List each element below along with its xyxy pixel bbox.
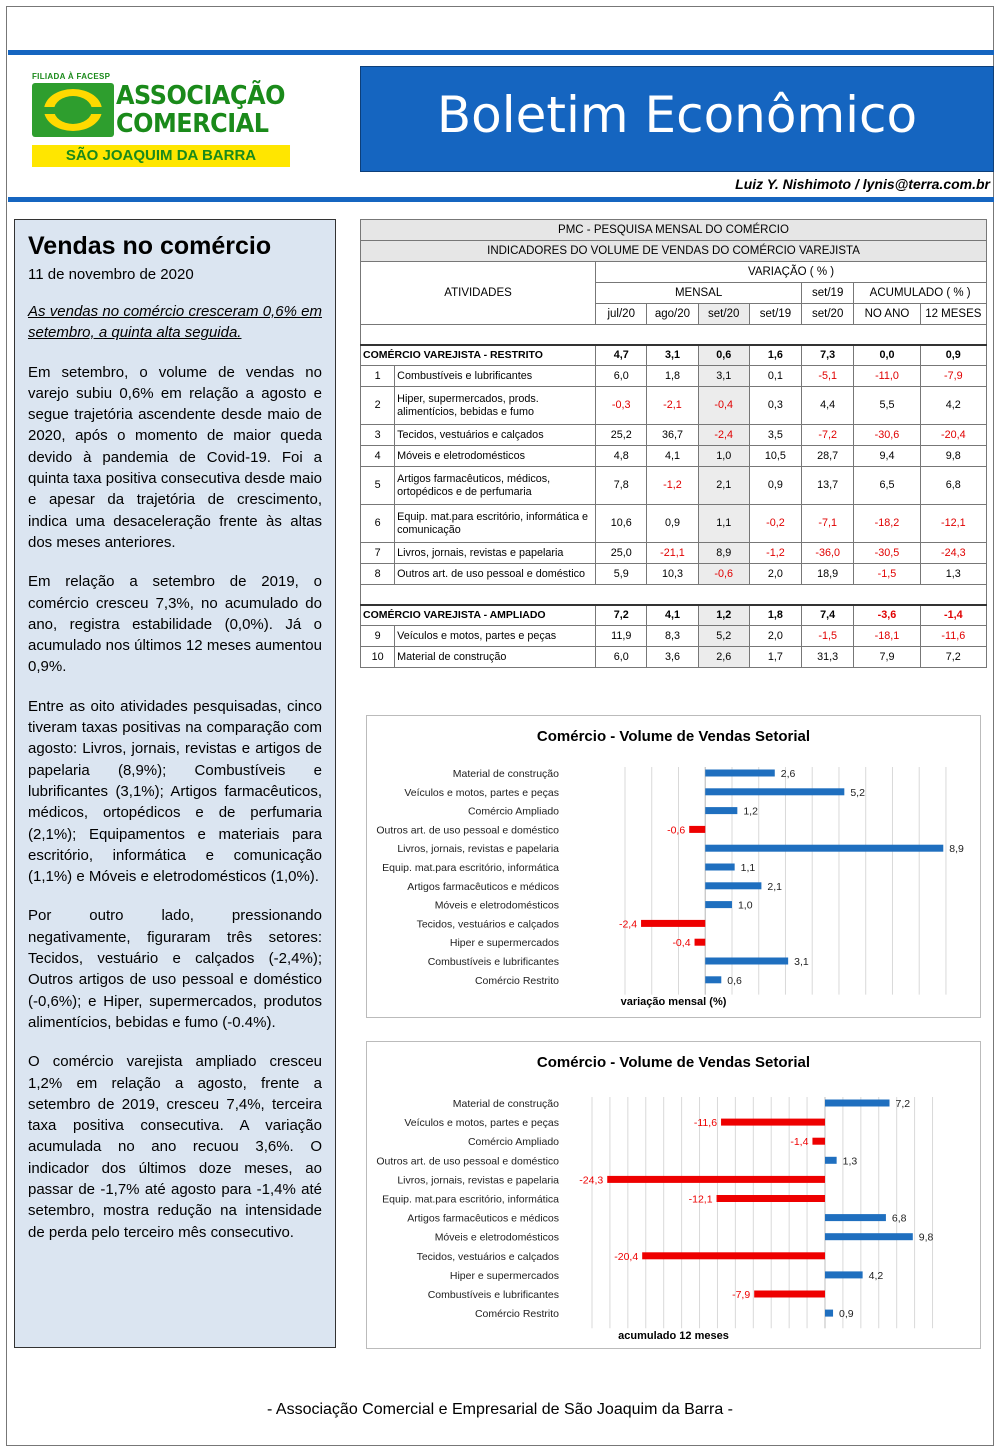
chart-monthly-plot	[367, 716, 982, 1019]
table-cell: 2,0	[749, 564, 801, 585]
column-header: set/20	[698, 304, 749, 325]
table-cell: 3,1	[698, 366, 749, 387]
data-label: 4,2	[868, 1269, 884, 1282]
total-row-restrito	[361, 345, 987, 366]
table-cell: 4,1	[647, 446, 698, 467]
row-number: 4	[361, 446, 395, 467]
data-label: 7,2	[895, 1098, 911, 1110]
bar	[825, 1310, 833, 1317]
data-label: -24,3	[579, 1174, 604, 1187]
bar	[641, 920, 705, 927]
header-activities: ATIVIDADES	[361, 262, 596, 325]
category-label: Comércio Restrito	[474, 974, 559, 987]
table-cell: -3,6	[854, 605, 920, 626]
bar	[642, 1252, 825, 1259]
table-row	[361, 446, 987, 467]
article-panel	[14, 219, 336, 1348]
article-paragraph: Em setembro, o volume de vendas no varejo subiu 0,6% em relação a agosto e segue trajetória ascendente desde maio de 2020, após o momento de maior queda devido à pandemia de Covid-19. Foi a quinta taxa positiva consecutiva desde maio e apesar da trajetória de crescimento, indica uma desaceleração frente às altas dos meses anteriores.	[28, 363, 322, 551]
table-cell: -7,1	[802, 505, 854, 543]
bar	[825, 1100, 890, 1107]
table-cell: 1,8	[749, 605, 801, 626]
chart-title: Comércio - Volume de Vendas Setorial	[536, 1054, 811, 1071]
header-accumulated: ACUMULADO ( % )	[854, 283, 987, 304]
author-line: Luiz Y. Nishimoto / lynis@terra.com.br	[735, 176, 990, 192]
table-cell: 3,6	[647, 647, 698, 668]
row-label: Hiper, supermercados, prods. alimentícios, bebidas e fumo	[395, 387, 596, 425]
row-label: COMÉRCIO VAREJISTA - RESTRITO	[361, 345, 596, 366]
bar	[705, 882, 761, 889]
mid-rule	[8, 197, 994, 202]
column-header: 12 MESES	[920, 304, 986, 325]
bar	[812, 1138, 825, 1145]
logo-word-associacao: ASSOCIAÇÃO	[116, 81, 286, 111]
table-cell: -18,1	[854, 626, 920, 647]
category-label: Tecidos, vestuários e calçados	[416, 1250, 559, 1263]
table-cell: 18,9	[802, 564, 854, 585]
category-label: Equip. mat.para escritório, informática	[382, 1193, 559, 1206]
table-cell: 5,2	[698, 626, 749, 647]
table-cell: 0,9	[647, 505, 698, 543]
table-cell: -1,2	[749, 543, 801, 564]
bar	[754, 1291, 825, 1298]
bar	[705, 901, 732, 908]
table-cell: 7,2	[596, 605, 647, 626]
data-label: 1,0	[737, 899, 753, 912]
article-paragraph: Entre as oito atividades pesquisadas, cinco tiveram taxas positivas na comparação com agosto: Livros, jornais, revistas e artigos de papelaria (8,9%); Combustíveis e lubrificantes (3,1%); Artigos farmacêuticos, médicos, ortopédicos e de perfumaria (2,1%); Equipamentos e materiais para escritório, informática e comunicação (1,1%) e Móveis e eletrodomésticos (1,0%).	[28, 697, 322, 886]
table-cell: 25,0	[596, 543, 647, 564]
logo-word-comercial: COMERCIAL	[116, 109, 269, 139]
table-cell: 5,5	[854, 387, 920, 425]
data-label: 2,1	[767, 880, 783, 893]
bar	[705, 770, 775, 777]
chart-accumulated	[366, 1041, 981, 1349]
table-cell: 7,8	[596, 467, 647, 505]
data-label: -20,4	[614, 1250, 639, 1263]
row-number: 5	[361, 467, 395, 505]
table-cell: -7,9	[920, 366, 986, 387]
logo-city: SÃO JOAQUIM DA BARRA	[32, 145, 290, 167]
table-cell: 0,0	[854, 345, 920, 366]
table-cell: 0,9	[749, 467, 801, 505]
row-number: 10	[361, 647, 395, 668]
table-cell: 10,6	[596, 505, 647, 543]
table-row	[361, 543, 987, 564]
data-label: -0,4	[672, 937, 691, 950]
table-cell: 4,7	[596, 345, 647, 366]
table-cell: -18,2	[854, 505, 920, 543]
category-label: Móveis e eletrodomésticos	[434, 1231, 559, 1244]
row-number: 8	[361, 564, 395, 585]
header-sep19: set/19	[802, 283, 854, 304]
category-label: Comércio Ampliado	[467, 805, 559, 818]
column-header: ago/20	[647, 304, 698, 325]
row-number: 7	[361, 543, 395, 564]
category-label: Artigos farmacêuticos e médicos	[407, 880, 559, 893]
table-cell: -2,4	[698, 425, 749, 446]
column-header: NO ANO	[854, 304, 920, 325]
table-cell: 13,7	[802, 467, 854, 505]
data-label: 0,9	[839, 1308, 854, 1321]
article-paragraph: Em relação a setembro de 2019, o comércio cresceu 7,3%, no acumulado do ano, registra estabilidade (0,0%). Já o acumulado nos últimos 12 meses aumentou 0,9%.	[28, 573, 322, 676]
table-cell: 1,6	[749, 345, 801, 366]
row-number: 2	[361, 387, 395, 425]
table-cell: 1,1	[698, 505, 749, 543]
bar	[721, 1119, 825, 1126]
table-cell: 7,2	[920, 647, 986, 668]
table-cell: 0,3	[749, 387, 801, 425]
table-row	[361, 467, 987, 505]
table-cell: -20,4	[920, 425, 986, 446]
bar	[825, 1233, 913, 1240]
category-label: Artigos farmacêuticos e médicos	[407, 1212, 559, 1225]
data-label: -2,4	[618, 918, 638, 931]
table-cell: 7,3	[802, 345, 854, 366]
table-cell: -11,0	[854, 366, 920, 387]
table-cell: 10,5	[749, 446, 801, 467]
category-label: Hiper e supermercados	[449, 1269, 559, 1282]
table-cell: 8,9	[698, 543, 749, 564]
bar	[705, 788, 844, 795]
row-number: 3	[361, 425, 395, 446]
bar	[607, 1176, 825, 1183]
data-label: 2,6	[780, 768, 796, 780]
pmc-table	[360, 219, 987, 668]
data-label: 1,2	[743, 805, 758, 818]
table-cell: -1,2	[647, 467, 698, 505]
category-label: Veículos e motos, partes e peças	[404, 1117, 559, 1130]
table-spacer	[361, 585, 987, 605]
category-label: Material de construção	[452, 1098, 559, 1110]
data-label: 6,8	[891, 1212, 907, 1225]
bar	[825, 1214, 886, 1221]
column-header: jul/20	[596, 304, 647, 325]
data-label: 8,9	[949, 843, 964, 856]
bar	[717, 1195, 825, 1202]
page-footer: - Associação Comercial e Empresarial de São Joaquim da Barra -	[267, 1401, 733, 1418]
category-label: Veículos e motos, partes e peças	[404, 786, 559, 799]
category-label: Combustíveis e lubrificantes	[427, 1289, 559, 1301]
table-cell: 4,8	[596, 446, 647, 467]
row-number: 6	[361, 505, 395, 543]
category-label: Material de construção	[452, 768, 559, 780]
category-label: Comércio Ampliado	[467, 1136, 559, 1149]
table-cell: -24,3	[920, 543, 986, 564]
table-row	[361, 647, 987, 668]
table-cell: 1,3	[920, 564, 986, 585]
table-cell: 1,7	[749, 647, 801, 668]
row-label: Equip. mat.para escritório, informática e comunicação	[395, 505, 596, 543]
category-label: Combustíveis e lubrificantes	[427, 956, 559, 968]
row-label: Veículos e motos, partes e peças	[395, 626, 596, 647]
row-label: Artigos farmacêuticos, médicos, ortopédicos e de perfumaria	[395, 467, 596, 505]
bar	[705, 845, 943, 852]
table-cell: -0,3	[596, 387, 647, 425]
bar	[825, 1157, 837, 1164]
table-cell: 1,2	[698, 605, 749, 626]
data-label: 9,8	[918, 1231, 934, 1244]
table-cell: -21,1	[647, 543, 698, 564]
data-label: 0,6	[727, 974, 742, 987]
logo-mark-icon	[32, 83, 114, 137]
table-cell: -2,1	[647, 387, 698, 425]
row-label: Combustíveis e lubrificantes	[395, 366, 596, 387]
data-label: -11,6	[693, 1117, 718, 1130]
data-label: 1,3	[842, 1155, 858, 1168]
table-cell: 36,7	[647, 425, 698, 446]
header-monthly: MENSAL	[596, 283, 802, 304]
table-cell: 6,5	[854, 467, 920, 505]
row-number: 1	[361, 366, 395, 387]
table-title: PMC - PESQUISA MENSAL DO COMÉRCIO	[361, 220, 987, 241]
table-cell: 7,4	[802, 605, 854, 626]
row-label: Material de construção	[395, 647, 596, 668]
category-label: Livros, jornais, revistas e papelaria	[397, 1174, 559, 1187]
data-label: -12,1	[688, 1193, 713, 1206]
category-label: Hiper e supermercados	[449, 937, 559, 950]
table-cell: -7,2	[802, 425, 854, 446]
table-cell: 0,1	[749, 366, 801, 387]
table-cell: -11,6	[920, 626, 986, 647]
chart-accumulated-plot	[367, 1042, 982, 1350]
article-paragraph: O comércio varejista ampliado cresceu 1,2% em relação a agosto, frente a setembro de 2019, cresceu 7,4%, terceira taxa positiva consecutiva. A variação acumulada no ano recuou 3,6%. O indicador dos últimos doze meses, ao passar de -1,7% até agosto para -1,4% até setembro, mostra redução na intensidade de perda pelo terceiro mês consecutivo.	[28, 1053, 322, 1241]
table-spacer	[361, 325, 987, 345]
category-label: Outros art. de uso pessoal e doméstico	[376, 1155, 559, 1168]
bar	[695, 939, 706, 946]
bar	[705, 807, 737, 814]
association-logo	[30, 70, 292, 170]
category-label: Móveis e eletrodomésticos	[434, 899, 559, 912]
column-header: set/20	[802, 304, 854, 325]
data-label: -7,9	[732, 1289, 751, 1301]
table-subtitle: INDICADORES DO VOLUME DE VENDAS DO COMÉRCIO VAREJISTA	[361, 241, 987, 262]
total-row-ampliado	[361, 605, 987, 626]
article-paragraph: Por outro lado, pressionando negativamente, figuraram três setores: Tecidos, vestuário e calçados (-2,4%); Outros artigos de uso pessoal e doméstico (-0,6%); e Hiper, supermercados, produtos alimentícios, bebidas e fumo (-0.4%).	[28, 907, 322, 1031]
table-cell: 6,0	[596, 647, 647, 668]
top-rule	[8, 50, 994, 55]
table-cell: -1,5	[802, 626, 854, 647]
table-cell: 6,8	[920, 467, 986, 505]
table-cell: -1,4	[920, 605, 986, 626]
table-cell: 3,1	[647, 345, 698, 366]
bar	[705, 958, 788, 965]
table-cell: 2,1	[698, 467, 749, 505]
table-cell: 8,3	[647, 626, 698, 647]
table-cell: -30,6	[854, 425, 920, 446]
data-label: 5,2	[850, 786, 865, 799]
category-label: Outros art. de uso pessoal e doméstico	[376, 824, 559, 837]
table-row	[361, 366, 987, 387]
table-cell: -1,5	[854, 564, 920, 585]
table-cell: -36,0	[802, 543, 854, 564]
row-number: 9	[361, 626, 395, 647]
bar	[705, 976, 721, 983]
table-cell: 9,4	[854, 446, 920, 467]
category-label: Equip. mat.para escritório, informática	[382, 862, 559, 874]
table-cell: 4,1	[647, 605, 698, 626]
article-lead: As vendas no comércio cresceram 0,6% em setembro, a quinta alta seguida.	[28, 303, 322, 342]
table-cell: -0,2	[749, 505, 801, 543]
table-cell: 4,4	[802, 387, 854, 425]
table-cell: 31,3	[802, 647, 854, 668]
category-label: Livros, jornais, revistas e papelaria	[397, 843, 559, 856]
chart-monthly	[366, 715, 981, 1018]
logo-tagline: FILIADA À FACESP	[32, 72, 111, 81]
table-row	[361, 564, 987, 585]
row-label: Livros, jornais, revistas e papelaria	[395, 543, 596, 564]
data-label: -0,6	[667, 824, 686, 837]
bulletin-title: Boletim Econômico	[436, 86, 918, 144]
header-variation: VARIAÇÃO ( % )	[596, 262, 987, 283]
table-cell: 1,8	[647, 366, 698, 387]
bar	[825, 1271, 863, 1278]
data-label: -1,4	[790, 1136, 809, 1149]
table-cell: 0,6	[698, 345, 749, 366]
table-cell: 28,7	[802, 446, 854, 467]
chart-axis-label: variação mensal (%)	[620, 996, 727, 1008]
table-cell: -0,4	[698, 387, 749, 425]
row-label: Outros art. de uso pessoal e doméstico	[395, 564, 596, 585]
article-title: Vendas no comércio	[28, 232, 272, 260]
article-date: 11 de novembro de 2020	[28, 266, 194, 283]
table-cell: 25,2	[596, 425, 647, 446]
table-cell: 5,9	[596, 564, 647, 585]
table-cell: 9,8	[920, 446, 986, 467]
category-label: Comércio Restrito	[474, 1308, 559, 1321]
table-cell: 2,6	[698, 647, 749, 668]
data-label: 1,1	[740, 862, 756, 874]
table-row	[361, 505, 987, 543]
table-cell: 3,5	[749, 425, 801, 446]
table-cell: 4,2	[920, 387, 986, 425]
table-cell: 1,0	[698, 446, 749, 467]
table-cell: 7,9	[854, 647, 920, 668]
table-cell: 2,0	[749, 626, 801, 647]
row-label: COMÉRCIO VAREJISTA - AMPLIADO	[361, 605, 596, 626]
table-cell: -0,6	[698, 564, 749, 585]
bar	[689, 826, 705, 833]
chart-axis-label: acumulado 12 meses	[618, 1330, 729, 1342]
table-row	[361, 387, 987, 425]
table-row	[361, 626, 987, 647]
table-cell: 10,3	[647, 564, 698, 585]
category-label: Tecidos, vestuários e calçados	[416, 918, 559, 931]
table-cell: 11,9	[596, 626, 647, 647]
table-cell: 6,0	[596, 366, 647, 387]
bar	[705, 864, 734, 871]
row-label: Móveis e eletrodomésticos	[395, 446, 596, 467]
table-cell: -12,1	[920, 505, 986, 543]
row-label: Tecidos, vestuários e calçados	[395, 425, 596, 446]
chart-title: Comércio - Volume de Vendas Setorial	[536, 728, 811, 745]
table-row	[361, 425, 987, 446]
bulletin-title-box	[360, 66, 994, 172]
column-header: set/19	[749, 304, 801, 325]
table-cell: 0,9	[920, 345, 986, 366]
table-cell: -5,1	[802, 366, 854, 387]
data-label: 3,1	[794, 956, 809, 968]
table-cell: -30,5	[854, 543, 920, 564]
